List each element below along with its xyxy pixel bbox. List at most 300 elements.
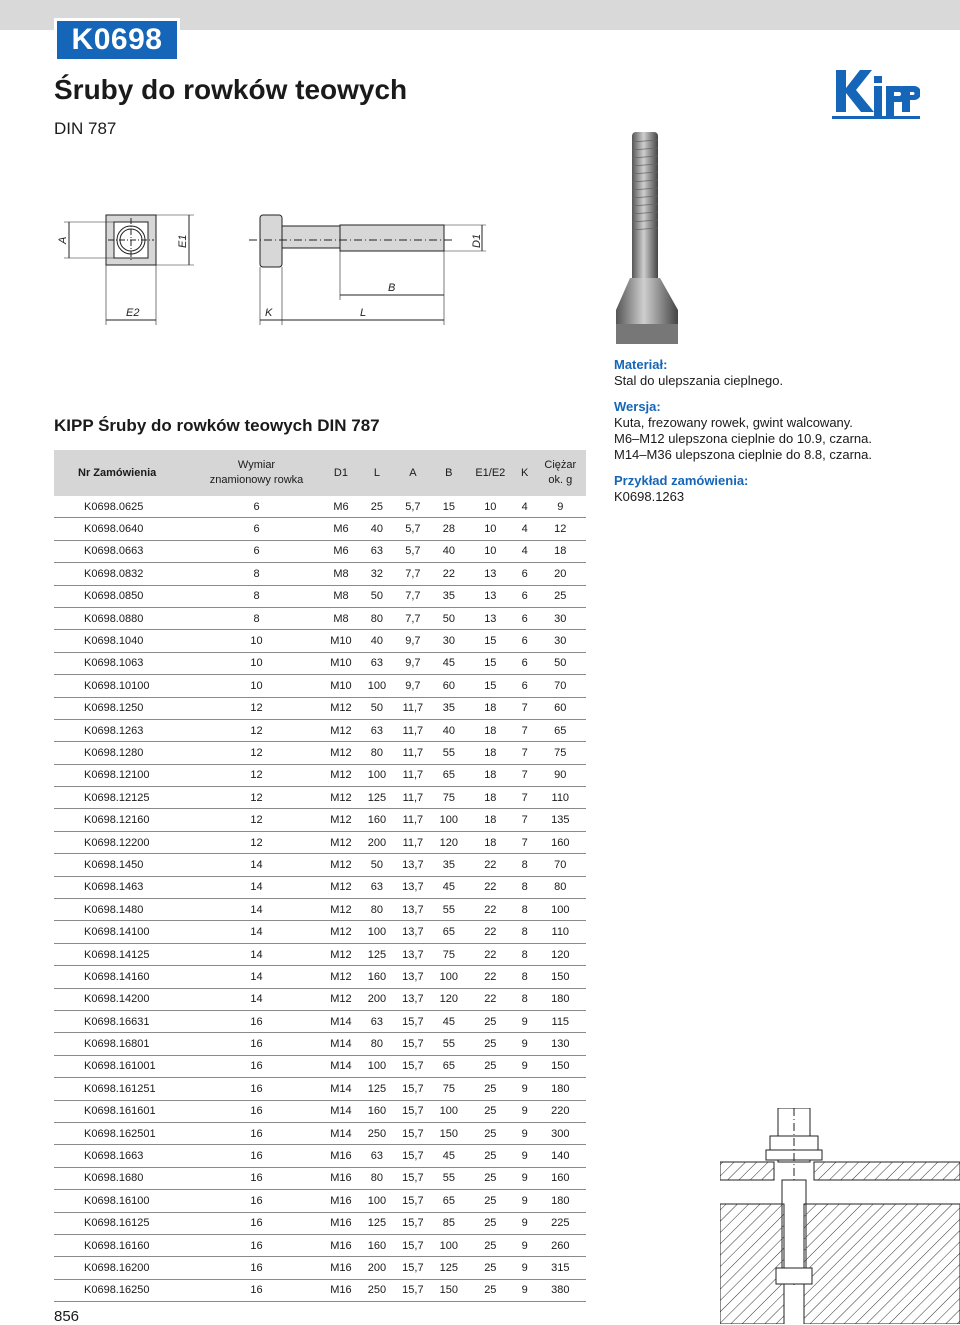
table-cell: 10 <box>466 496 515 518</box>
table-cell: 22 <box>466 943 515 965</box>
table-cell: 15,7 <box>394 1055 432 1077</box>
table-cell: K0698.14200 <box>54 988 191 1010</box>
version-line: M14–M36 ulepszona cieplnie do 8.8, czarna. <box>614 447 872 462</box>
table-cell: 14 <box>191 943 322 965</box>
table-cell: 32 <box>360 563 394 585</box>
table-cell: 125 <box>360 1078 394 1100</box>
table-cell: 5,7 <box>394 518 432 540</box>
table-cell: 7 <box>515 809 535 831</box>
table-cell: K0698.1040 <box>54 630 191 652</box>
column-header <box>535 450 586 496</box>
table-cell: 75 <box>432 1078 466 1100</box>
table-cell: 70 <box>535 854 586 876</box>
table-cell: 13 <box>466 607 515 629</box>
table-cell: 250 <box>360 1279 394 1301</box>
table-cell: 9 <box>515 1078 535 1100</box>
drawing-label-a: A <box>57 236 69 244</box>
table-cell: 55 <box>432 899 466 921</box>
table-cell: M8 <box>322 585 360 607</box>
table-cell: 100 <box>360 675 394 697</box>
table-cell: K0698.12100 <box>54 764 191 786</box>
table-cell: 7,7 <box>394 585 432 607</box>
table-cell: K0698.162501 <box>54 1122 191 1144</box>
table-cell: 13,7 <box>394 899 432 921</box>
table-cell: 25 <box>466 1033 515 1055</box>
table-cell: 85 <box>432 1212 466 1234</box>
table-cell: 35 <box>432 697 466 719</box>
table-cell: 13,7 <box>394 988 432 1010</box>
table-cell: 10 <box>191 630 322 652</box>
table-cell: 8 <box>515 943 535 965</box>
table-cell: 7 <box>515 764 535 786</box>
table-cell: 9,7 <box>394 652 432 674</box>
table-cell: 22 <box>466 876 515 898</box>
drawing-label-e1: E1 <box>177 234 189 248</box>
table-cell: 8 <box>191 585 322 607</box>
drawing-label-d1: D1 <box>471 233 483 248</box>
drawing-label-k: K <box>265 307 273 319</box>
table-cell: K0698.0850 <box>54 585 191 607</box>
column-header-label: E1/E2 <box>475 466 506 479</box>
table-cell: 140 <box>535 1145 586 1167</box>
technical-drawing <box>54 200 494 330</box>
table-cell: 80 <box>360 742 394 764</box>
table-cell: K0698.0625 <box>54 496 191 518</box>
table-row <box>54 1033 586 1055</box>
table-row <box>54 540 586 562</box>
table-cell: 22 <box>466 988 515 1010</box>
table-cell: 30 <box>432 630 466 652</box>
table-cell: K0698.16100 <box>54 1190 191 1212</box>
table-cell: 6 <box>191 496 322 518</box>
table-row <box>54 1078 586 1100</box>
table-cell: 4 <box>515 540 535 562</box>
table-cell: 13,7 <box>394 966 432 988</box>
table-row <box>54 809 586 831</box>
table-cell: 14 <box>191 988 322 1010</box>
table-cell: 260 <box>535 1234 586 1256</box>
table-cell: 10 <box>466 518 515 540</box>
table-cell: 9 <box>515 1122 535 1144</box>
table-cell: 9 <box>515 1167 535 1189</box>
table-cell: K0698.1680 <box>54 1167 191 1189</box>
table-cell: 11,7 <box>394 809 432 831</box>
table-row <box>54 719 586 741</box>
table-cell: 18 <box>466 742 515 764</box>
table-cell: M16 <box>322 1257 360 1279</box>
table-cell: 80 <box>360 607 394 629</box>
table-cell: 25 <box>466 1055 515 1077</box>
table-cell: M10 <box>322 652 360 674</box>
table-cell: 14 <box>191 899 322 921</box>
table-cell: 16 <box>191 1234 322 1256</box>
table-cell: 12 <box>191 719 322 741</box>
table-cell: 80 <box>360 1167 394 1189</box>
table-cell: 125 <box>360 1212 394 1234</box>
table-cell: M16 <box>322 1167 360 1189</box>
table-cell: 7,7 <box>394 563 432 585</box>
table-cell: 80 <box>360 1033 394 1055</box>
table-cell: 5,7 <box>394 496 432 518</box>
table-cell: 125 <box>432 1257 466 1279</box>
page-title: Śruby do rowków teowych <box>54 74 408 105</box>
table-cell: 6 <box>515 652 535 674</box>
table-row <box>54 943 586 965</box>
table-cell: 380 <box>535 1279 586 1301</box>
table-row <box>54 1234 586 1256</box>
table-cell: 15,7 <box>394 1010 432 1032</box>
table-cell: 90 <box>535 764 586 786</box>
table-cell: 120 <box>432 831 466 853</box>
table-cell: 13,7 <box>394 854 432 876</box>
table-cell: 125 <box>360 943 394 965</box>
table-cell: 75 <box>432 943 466 965</box>
table-cell: 25 <box>466 1100 515 1122</box>
table-cell: M14 <box>322 1100 360 1122</box>
table-cell: 16 <box>191 1279 322 1301</box>
table-row <box>54 966 586 988</box>
table-cell: K0698.16631 <box>54 1010 191 1032</box>
table-cell: M14 <box>322 1033 360 1055</box>
table-cell: 45 <box>432 652 466 674</box>
table-cell: 15,7 <box>394 1190 432 1212</box>
table-cell: M16 <box>322 1190 360 1212</box>
table-cell: M12 <box>322 921 360 943</box>
table-cell: 16 <box>191 1122 322 1144</box>
table-cell: 25 <box>466 1234 515 1256</box>
table-cell: K0698.12125 <box>54 787 191 809</box>
table-cell: 16 <box>191 1212 322 1234</box>
table-cell: 75 <box>535 742 586 764</box>
table-cell: 100 <box>360 1055 394 1077</box>
table-cell: 7,7 <box>394 607 432 629</box>
order-example-heading: Przykład zamówienia: <box>614 473 749 488</box>
table-cell: 150 <box>535 1055 586 1077</box>
table-cell: 11,7 <box>394 764 432 786</box>
table-cell: 180 <box>535 1190 586 1212</box>
table-cell: 25 <box>466 1010 515 1032</box>
table-cell: K0698.0663 <box>54 540 191 562</box>
table-cell: 65 <box>432 1055 466 1077</box>
table-row <box>54 1257 586 1279</box>
table-cell: 15 <box>432 496 466 518</box>
table-cell: K0698.1280 <box>54 742 191 764</box>
table-cell: K0698.16250 <box>54 1279 191 1301</box>
table-cell: 18 <box>466 764 515 786</box>
column-header-label: Ciężar <box>544 459 577 471</box>
column-header-label: A <box>409 466 417 479</box>
column-header <box>394 450 432 496</box>
table-cell: 70 <box>535 675 586 697</box>
table-cell: M6 <box>322 540 360 562</box>
table-cell: 45 <box>432 1010 466 1032</box>
table-cell: K0698.1463 <box>54 876 191 898</box>
table-cell: 100 <box>360 1190 394 1212</box>
table-cell: M12 <box>322 787 360 809</box>
table-cell: 50 <box>360 697 394 719</box>
table-cell: 15,7 <box>394 1078 432 1100</box>
table-cell: 8 <box>515 854 535 876</box>
column-header-label: Nr Zamówienia <box>78 466 157 479</box>
column-header <box>54 450 191 496</box>
table-cell: K0698.14125 <box>54 943 191 965</box>
table-cell: 7 <box>515 787 535 809</box>
table-cell: 11,7 <box>394 787 432 809</box>
table-cell: 15,7 <box>394 1257 432 1279</box>
table-row <box>54 742 586 764</box>
table-cell: M12 <box>322 943 360 965</box>
table-cell: M12 <box>322 988 360 1010</box>
table-cell: 9,7 <box>394 630 432 652</box>
table-cell: 100 <box>360 764 394 786</box>
table-cell: 63 <box>360 1010 394 1032</box>
table-row <box>54 1190 586 1212</box>
table-cell: M16 <box>322 1212 360 1234</box>
table-cell: 20 <box>535 563 586 585</box>
table-cell: 9 <box>515 1190 535 1212</box>
table-cell: 80 <box>535 876 586 898</box>
kipp-logo <box>832 56 920 126</box>
table-cell: 65 <box>535 719 586 741</box>
table-cell: 160 <box>535 831 586 853</box>
table-header-row <box>54 450 586 496</box>
table-cell: 6 <box>191 540 322 562</box>
table-cell: K0698.12200 <box>54 831 191 853</box>
table-cell: 6 <box>515 675 535 697</box>
table-cell: M8 <box>322 563 360 585</box>
table-cell: 7 <box>515 742 535 764</box>
table-cell: 16 <box>191 1055 322 1077</box>
table-cell: 7 <box>515 719 535 741</box>
table-cell: 9 <box>515 1145 535 1167</box>
table-cell: 6 <box>515 585 535 607</box>
table-cell: 25 <box>466 1145 515 1167</box>
material-text: Stal do ulepszania cieplnego. <box>614 373 784 388</box>
table-cell: M14 <box>322 1055 360 1077</box>
table-cell: 12 <box>535 518 586 540</box>
table-cell: 125 <box>360 787 394 809</box>
table-cell: 50 <box>360 854 394 876</box>
table-cell: 75 <box>432 787 466 809</box>
table-row <box>54 1279 586 1301</box>
table-cell: M12 <box>322 966 360 988</box>
specs-table <box>54 450 586 1302</box>
table-cell: 9,7 <box>394 675 432 697</box>
table-cell: 80 <box>360 899 394 921</box>
table-cell: 50 <box>432 607 466 629</box>
table-cell: 12 <box>191 764 322 786</box>
table-cell: K0698.1450 <box>54 854 191 876</box>
table-cell: 8 <box>515 899 535 921</box>
table-cell: 9 <box>535 496 586 518</box>
table-cell: K0698.0640 <box>54 518 191 540</box>
table-row <box>54 1100 586 1122</box>
table-cell: 60 <box>432 675 466 697</box>
table-cell: 160 <box>360 1234 394 1256</box>
table-cell: 13 <box>466 585 515 607</box>
table-cell: 55 <box>432 1167 466 1189</box>
table-cell: 25 <box>466 1167 515 1189</box>
table-row <box>54 787 586 809</box>
table-cell: 63 <box>360 1145 394 1167</box>
column-header <box>432 450 466 496</box>
table-cell: K0698.14100 <box>54 921 191 943</box>
table-cell: 8 <box>515 876 535 898</box>
table-cell: 8 <box>191 563 322 585</box>
table-cell: 30 <box>535 630 586 652</box>
table-cell: 160 <box>360 809 394 831</box>
table-cell: 63 <box>360 876 394 898</box>
table-cell: 22 <box>466 921 515 943</box>
column-header-label: D1 <box>333 466 348 479</box>
table-cell: 9 <box>515 1234 535 1256</box>
table-cell: M12 <box>322 764 360 786</box>
table-cell: 16 <box>191 1010 322 1032</box>
table-cell: 200 <box>360 1257 394 1279</box>
table-cell: M12 <box>322 697 360 719</box>
table-cell: 35 <box>432 854 466 876</box>
table-cell: 8 <box>515 988 535 1010</box>
table-cell: M6 <box>322 496 360 518</box>
table-cell: 65 <box>432 764 466 786</box>
table-cell: 63 <box>360 719 394 741</box>
table-cell: 15 <box>466 630 515 652</box>
table-row <box>54 652 586 674</box>
table-cell: 180 <box>535 988 586 1010</box>
table-row <box>54 764 586 786</box>
table-cell: 22 <box>466 899 515 921</box>
table-cell: 11,7 <box>394 742 432 764</box>
table-cell: 115 <box>535 1010 586 1032</box>
table-cell: 11,7 <box>394 697 432 719</box>
table-cell: 120 <box>535 943 586 965</box>
column-header <box>466 450 515 496</box>
table-cell: 11,7 <box>394 719 432 741</box>
table-cell: K0698.1663 <box>54 1145 191 1167</box>
column-header <box>360 450 394 496</box>
table-cell: 12 <box>191 697 322 719</box>
table-cell: K0698.12160 <box>54 809 191 831</box>
table-cell: 11,7 <box>394 831 432 853</box>
table-cell: K0698.1063 <box>54 652 191 674</box>
table-cell: 15,7 <box>394 1145 432 1167</box>
table-row <box>54 1167 586 1189</box>
table-cell: M10 <box>322 675 360 697</box>
drawing-label-e2: E2 <box>126 307 140 319</box>
table-cell: 13,7 <box>394 921 432 943</box>
drawing-label-b: B <box>388 282 396 294</box>
table-cell: M14 <box>322 1122 360 1144</box>
table-cell: 65 <box>432 921 466 943</box>
table-cell: K0698.16125 <box>54 1212 191 1234</box>
table-cell: 12 <box>191 809 322 831</box>
table-cell: 250 <box>360 1122 394 1144</box>
table-cell: 300 <box>535 1122 586 1144</box>
table-cell: 15 <box>466 675 515 697</box>
mounting-diagram <box>720 1108 960 1324</box>
table-cell: 315 <box>535 1257 586 1279</box>
table-cell: 8 <box>191 607 322 629</box>
table-cell: 15 <box>466 652 515 674</box>
table-cell: 25 <box>360 496 394 518</box>
table-cell: 130 <box>535 1033 586 1055</box>
table-cell: 16 <box>191 1190 322 1212</box>
table-cell: M6 <box>322 518 360 540</box>
table-cell: 14 <box>191 854 322 876</box>
table-cell: 40 <box>432 540 466 562</box>
table-cell: K0698.1480 <box>54 899 191 921</box>
table-cell: 55 <box>432 1033 466 1055</box>
order-example-text: K0698.1263 <box>614 489 685 504</box>
table-cell: 18 <box>466 809 515 831</box>
table-row <box>54 854 586 876</box>
table-cell: 6 <box>515 563 535 585</box>
table-row <box>54 899 586 921</box>
table-cell: 12 <box>191 831 322 853</box>
table-cell: 15,7 <box>394 1122 432 1144</box>
table-cell: 16 <box>191 1033 322 1055</box>
version-heading: Wersja: <box>614 399 661 414</box>
table-cell: 35 <box>432 585 466 607</box>
table-cell: M14 <box>322 1010 360 1032</box>
table-cell: K0698.1250 <box>54 697 191 719</box>
table-cell: 100 <box>535 899 586 921</box>
table-cell: 25 <box>466 1212 515 1234</box>
table-cell: 16 <box>191 1078 322 1100</box>
table-cell: 10 <box>191 652 322 674</box>
table-cell: 220 <box>535 1100 586 1122</box>
table-cell: 200 <box>360 831 394 853</box>
product-info <box>614 357 954 515</box>
table-cell: 14 <box>191 966 322 988</box>
table-cell: 7 <box>515 697 535 719</box>
table-cell: M12 <box>322 742 360 764</box>
table-cell: 180 <box>535 1078 586 1100</box>
table-cell: 18 <box>466 787 515 809</box>
version-line: Kuta, frezowany rowek, gwint walcowany. <box>614 415 853 430</box>
table-cell: 6 <box>515 630 535 652</box>
table-cell: 8 <box>515 921 535 943</box>
table-cell: 160 <box>535 1167 586 1189</box>
table-cell: 25 <box>466 1190 515 1212</box>
table-cell: 15,7 <box>394 1234 432 1256</box>
column-header-sublabel: znamionowy rowka <box>209 474 304 486</box>
table-cell: 45 <box>432 1145 466 1167</box>
table-cell: 18 <box>466 697 515 719</box>
table-row <box>54 876 586 898</box>
table-cell: 15,7 <box>394 1279 432 1301</box>
table-cell: 55 <box>432 742 466 764</box>
table-cell: M10 <box>322 630 360 652</box>
table-cell: K0698.161001 <box>54 1055 191 1077</box>
table-cell: 22 <box>466 966 515 988</box>
table-cell: K0698.16160 <box>54 1234 191 1256</box>
table-cell: 14 <box>191 921 322 943</box>
table-cell: 40 <box>360 518 394 540</box>
column-header <box>191 450 322 496</box>
table-cell: 9 <box>515 1279 535 1301</box>
table-cell: 13,7 <box>394 943 432 965</box>
table-cell: M8 <box>322 607 360 629</box>
table-cell: M12 <box>322 831 360 853</box>
product-photo <box>610 128 690 352</box>
page-subtitle: DIN 787 <box>54 119 117 138</box>
table-cell: 200 <box>360 988 394 1010</box>
table-cell: 15,7 <box>394 1033 432 1055</box>
table-cell: 13 <box>466 563 515 585</box>
table-cell: 8 <box>515 966 535 988</box>
table-row <box>54 585 586 607</box>
